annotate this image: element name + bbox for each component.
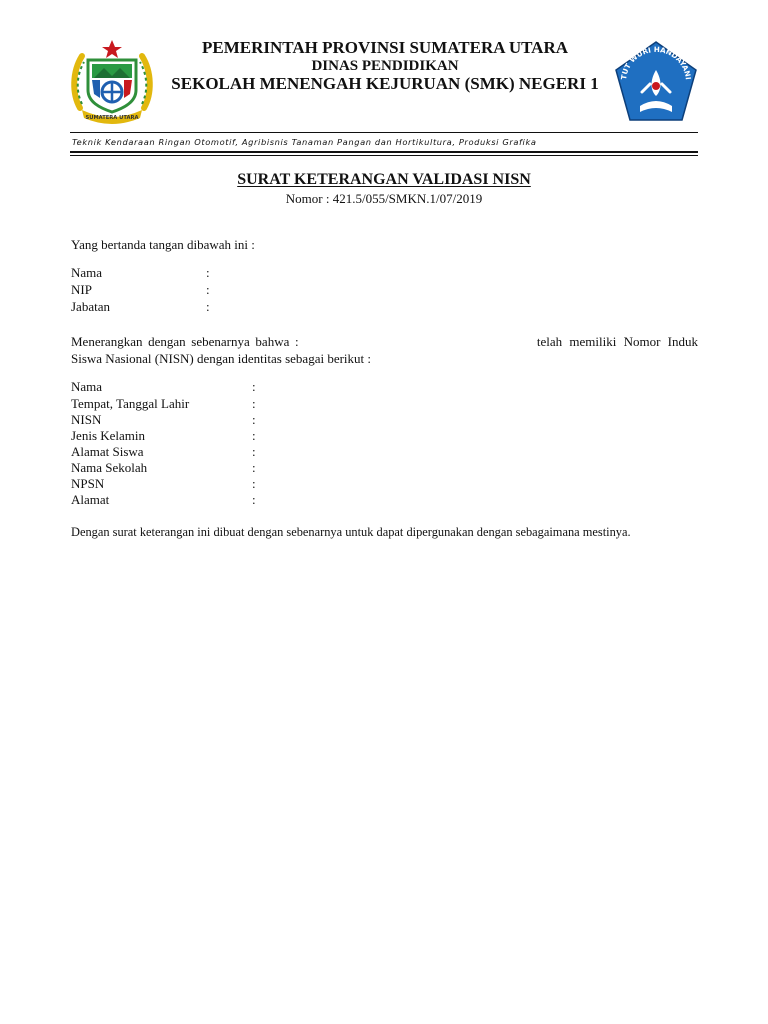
signer-name-label: Nama [71,265,103,280]
letterhead-school: SEKOLAH MENENGAH KEJURUAN (SMK) NEGERI 1 [171,74,599,93]
school-address-label: Alamat [71,492,110,507]
closing-text: Dengan surat keterangan ini dibuat dengan sebenarnya untuk dapat dipergunakan dengan sebagaimana mestinya. [71,525,631,539]
intro-text: Yang bertanda tangan dibawah ini : [71,237,255,252]
svg-text:SUMATERA UTARA: SUMATERA UTARA [85,115,139,121]
student-name-label: Nama [71,379,103,394]
letterhead [150,38,620,94]
signer-nip-colon: : [206,282,210,297]
student-address-colon: : [252,444,256,459]
student-address-label: Alamat Siswa [71,444,144,459]
svg-text:TUT WURI HANDAYANI: TUT WURI HANDAYANI [619,44,693,81]
statement-left: Menerangkan dengan sebenarnya bahwa : [71,334,299,349]
document-number: Nomor : 421.5/055/SMKN.1/07/2019 [285,191,483,206]
signer-nip-label: NIP [71,282,92,297]
tut-wuri-handayani-emblem-icon [612,40,700,124]
npsn-colon: : [252,476,256,491]
letterhead-tagline: Teknik Kendaraan Ringan Otomotif, Agribisnis Tanaman Pangan dan Hortikultura, Produksi Grafika [72,137,537,147]
school-name-colon: : [252,460,256,475]
letterhead-rule-bottom [70,151,698,153]
student-nisn-colon: : [252,412,256,427]
signer-position-colon: : [206,299,210,314]
statement-right: telah memiliki Nomor Induk [536,334,698,349]
document-title: SURAT KETERANGAN VALIDASI NISN [237,171,531,188]
letterhead-rule-bottom-thin [70,155,698,156]
school-address-colon: : [252,492,256,507]
statement-line-2: Siswa Nasional (NISN) dengan identitas sebagai berikut : [71,351,372,366]
student-birth-label: Tempat, Tanggal Lahir [71,396,190,411]
signer-name-colon: : [206,265,210,280]
sumatera-utara-emblem-icon [70,38,154,124]
letterhead-department: DINAS PENDIDIKAN [311,58,459,74]
letterhead-rule-top [70,132,698,133]
student-gender-label: Jenis Kelamin [71,428,146,443]
signer-position-label: Jabatan [71,299,110,314]
student-name-colon: : [252,379,256,394]
school-name-label: Nama Sekolah [71,460,148,475]
student-nisn-label: NISN [71,412,102,427]
student-gender-colon: : [252,428,256,443]
npsn-label: NPSN [71,476,105,491]
letterhead-government: PEMERINTAH PROVINSI SUMATERA UTARA [202,38,568,57]
student-birth-colon: : [252,396,256,411]
